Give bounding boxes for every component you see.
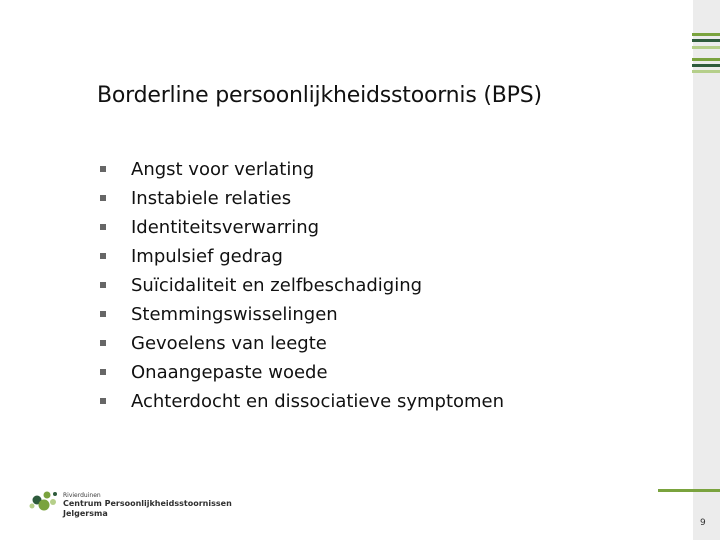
bullet-item (100, 184, 504, 213)
bullet-text: Identiteitsverwarring (131, 217, 320, 238)
bullet-item (100, 300, 504, 329)
bullet-text: Impulsief gedrag (131, 246, 283, 267)
bullet-item (100, 155, 504, 184)
square-bullet-icon (100, 369, 106, 375)
square-bullet-icon (100, 166, 106, 172)
logo-line-2: Centrum Persoonlijkheidsstoornissen (63, 499, 232, 508)
bullet-item (100, 387, 504, 416)
bullet-item (100, 271, 504, 300)
bullet-item (100, 358, 504, 387)
bullet-item (100, 329, 504, 358)
slide-title: Borderline persoonlijkheidsstoornis (BPS) (97, 83, 542, 108)
square-bullet-icon (100, 195, 106, 201)
logo-line-1: Rivierduinen (63, 492, 101, 499)
square-bullet-icon (100, 398, 106, 404)
square-bullet-icon (100, 282, 106, 288)
square-bullet-icon (100, 311, 106, 317)
footer-divider (658, 489, 720, 492)
bullet-text: Suïcidaliteit en zelfbeschadiging (131, 275, 423, 296)
square-bullet-icon (100, 253, 106, 259)
stripe (692, 39, 720, 42)
bullet-text: Stemmingswisselingen (131, 304, 338, 325)
square-bullet-icon (100, 340, 106, 346)
stripe (692, 33, 720, 36)
bullet-list (100, 155, 504, 416)
logo-line-3: Jelgersma (63, 509, 108, 518)
stripe (692, 46, 720, 49)
stripe (692, 64, 720, 67)
side-decoration-band (693, 0, 720, 540)
bullet-text: Gevoelens van leegte (131, 333, 327, 354)
bullet-text: Angst voor verlating (131, 159, 315, 180)
bullet-text: Instabiele relaties (131, 188, 292, 209)
bullet-item (100, 242, 504, 271)
bullet-text: Achterdocht en dissociatieve symptomen (131, 391, 505, 412)
bullet-text: Onaangepaste woede (131, 362, 328, 383)
stripe (692, 70, 720, 73)
page-number: 9 (700, 518, 706, 528)
stripe (692, 58, 720, 61)
square-bullet-icon (100, 224, 106, 230)
bullet-item (100, 213, 504, 242)
